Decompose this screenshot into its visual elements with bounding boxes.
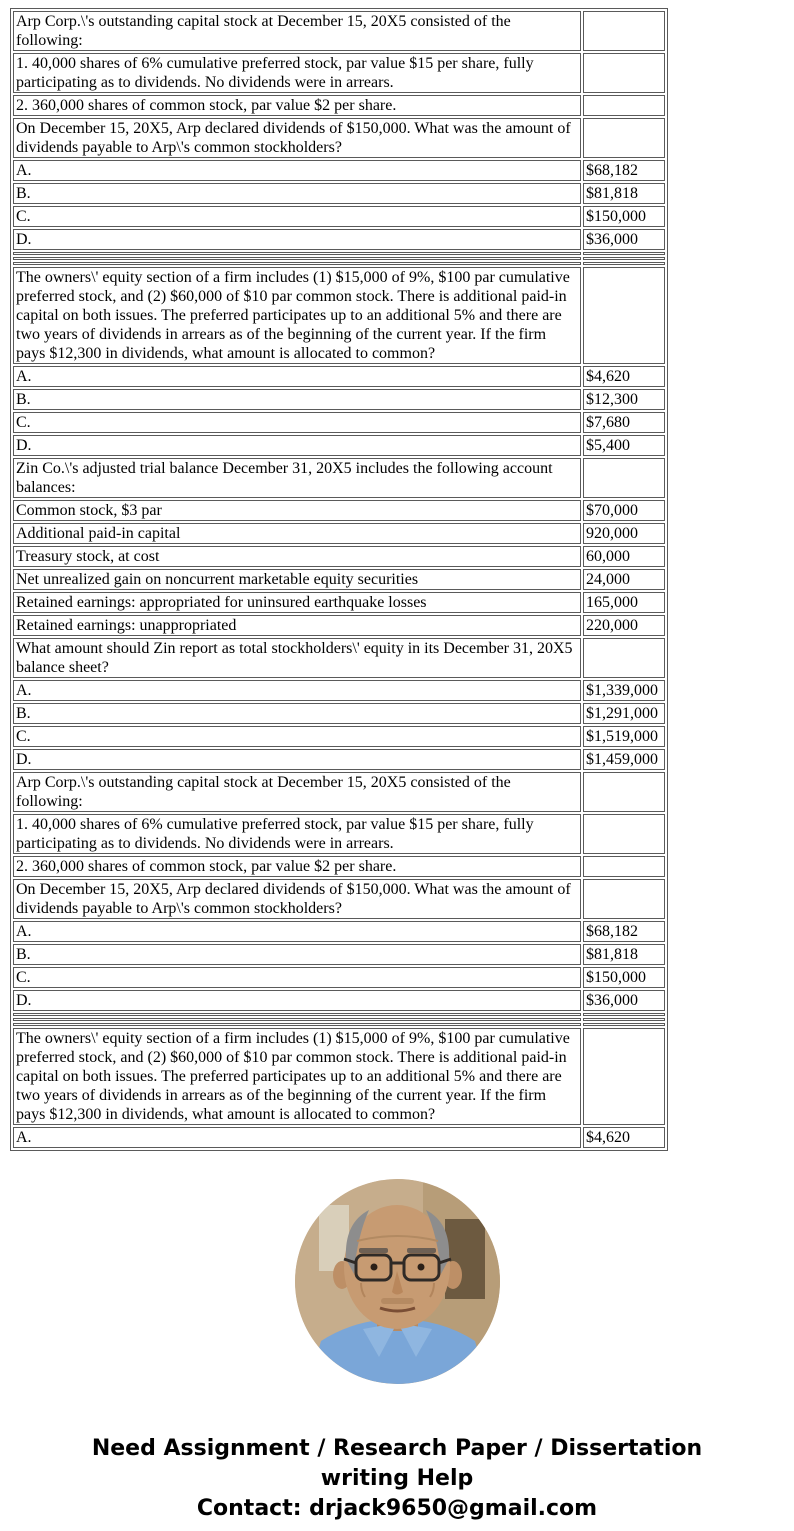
separator-row	[13, 1013, 665, 1016]
question-row	[13, 11, 665, 51]
questions-table-body	[13, 11, 665, 1148]
value-cell: 24,000	[583, 569, 665, 590]
question-row	[13, 500, 665, 521]
value-cell: 60,000	[583, 546, 665, 567]
separator-cell-left	[13, 262, 581, 265]
question-cell: D.	[13, 990, 581, 1011]
value-cell	[583, 638, 665, 678]
question-row	[13, 772, 665, 812]
value-cell	[583, 118, 665, 158]
promo-heading-line2: writing Help	[320, 1466, 474, 1491]
question-row	[13, 569, 665, 590]
value-cell: $150,000	[583, 206, 665, 227]
value-cell: $4,620	[583, 1127, 665, 1148]
separator-row	[13, 262, 665, 265]
question-row	[13, 53, 665, 93]
question-row	[13, 366, 665, 387]
question-cell: A.	[13, 680, 581, 701]
value-cell: $70,000	[583, 500, 665, 521]
value-cell: $7,680	[583, 412, 665, 433]
value-cell: $1,291,000	[583, 703, 665, 724]
questions-table	[10, 8, 668, 1151]
question-cell: What amount should Zin report as total stockholders\' equity in its December 31, 20X5 balance sheet?	[13, 638, 581, 678]
question-row	[13, 856, 665, 877]
question-cell: The owners\' equity section of a firm includes (1) $15,000 of 9%, $100 par cumulative preferred stock, and (2) $60,000 of $10 par common stock. There is additional paid-in capital on both issues. The preferred participates up to an additional 5% and there are two years of dividends in arrears as of the beginning of the current year. If the firm pays $12,300 in dividends, what amount is allocated to common?	[13, 267, 581, 364]
question-cell: A.	[13, 160, 581, 181]
question-row	[13, 944, 665, 965]
value-cell: 920,000	[583, 523, 665, 544]
question-row	[13, 267, 665, 364]
question-cell: C.	[13, 967, 581, 988]
separator-cell-right	[583, 1023, 665, 1026]
question-cell: C.	[13, 206, 581, 227]
separator-cell-left	[13, 257, 581, 260]
question-cell: 1. 40,000 shares of 6% cumulative preferred stock, par value $15 per share, fully participating as to dividends. No dividends were in arrears.	[13, 53, 581, 93]
question-row	[13, 458, 665, 498]
question-row	[13, 638, 665, 678]
question-cell: B.	[13, 389, 581, 410]
value-cell: $1,519,000	[583, 726, 665, 747]
question-cell: Treasury stock, at cost	[13, 546, 581, 567]
value-cell: $1,339,000	[583, 680, 665, 701]
separator-cell-right	[583, 1018, 665, 1021]
question-cell: 2. 360,000 shares of common stock, par value $2 per share.	[13, 856, 581, 877]
promo-text	[0, 1434, 794, 1524]
separator-row	[13, 257, 665, 260]
promo-contact: Contact: drjack9650@gmail.com	[196, 1496, 598, 1521]
separator-cell-left	[13, 1023, 581, 1026]
question-cell: Zin Co.\'s adjusted trial balance December 31, 20X5 includes the following account balances:	[13, 458, 581, 498]
separator-cell-left	[13, 1013, 581, 1016]
question-cell: 1. 40,000 shares of 6% cumulative preferred stock, par value $15 per share, fully participating as to dividends. No dividends were in arrears.	[13, 814, 581, 854]
question-row	[13, 389, 665, 410]
value-cell	[583, 879, 665, 919]
separator-cell-right	[583, 257, 665, 260]
question-row	[13, 703, 665, 724]
value-cell	[583, 856, 665, 877]
value-cell: $4,620	[583, 366, 665, 387]
value-cell	[583, 267, 665, 364]
separator-row	[13, 252, 665, 255]
value-cell	[583, 814, 665, 854]
question-cell: 2. 360,000 shares of common stock, par value $2 per share.	[13, 95, 581, 116]
separator-cell-right	[583, 262, 665, 265]
question-row	[13, 95, 665, 116]
question-cell: Common stock, $3 par	[13, 500, 581, 521]
separator-row	[13, 1018, 665, 1021]
question-row	[13, 206, 665, 227]
question-cell: C.	[13, 726, 581, 747]
separator-cell-left	[13, 252, 581, 255]
question-row	[13, 879, 665, 919]
question-row	[13, 412, 665, 433]
value-cell: $68,182	[583, 160, 665, 181]
value-cell	[583, 1028, 665, 1125]
question-cell: Arp Corp.\'s outstanding capital stock at December 15, 20X5 consisted of the following:	[13, 772, 581, 812]
question-row	[13, 435, 665, 456]
question-row	[13, 726, 665, 747]
question-cell: Arp Corp.\'s outstanding capital stock at December 15, 20X5 consisted of the following:	[13, 11, 581, 51]
question-row	[13, 615, 665, 636]
question-cell: B.	[13, 944, 581, 965]
question-row	[13, 546, 665, 567]
question-cell: On December 15, 20X5, Arp declared dividends of $150,000. What was the amount of dividends payable to Arp\'s common stockholders?	[13, 879, 581, 919]
value-cell: $36,000	[583, 229, 665, 250]
question-cell: A.	[13, 921, 581, 942]
question-row	[13, 921, 665, 942]
value-cell: $150,000	[583, 967, 665, 988]
question-cell: Additional paid-in capital	[13, 523, 581, 544]
question-cell: A.	[13, 1127, 581, 1148]
question-row	[13, 1127, 665, 1148]
man-portrait-icon	[295, 1179, 500, 1384]
question-cell: B.	[13, 183, 581, 204]
page	[0, 8, 794, 1531]
question-cell: D.	[13, 435, 581, 456]
question-row	[13, 967, 665, 988]
question-cell: On December 15, 20X5, Arp declared dividends of $150,000. What was the amount of dividends payable to Arp\'s common stockholders?	[13, 118, 581, 158]
value-cell: 220,000	[583, 615, 665, 636]
value-cell	[583, 458, 665, 498]
separator-cell-right	[583, 252, 665, 255]
value-cell: $1,459,000	[583, 749, 665, 770]
question-row	[13, 160, 665, 181]
profile-photo	[295, 1179, 500, 1384]
question-cell: Retained earnings: appropriated for uninsured earthquake losses	[13, 592, 581, 613]
question-row	[13, 118, 665, 158]
question-row	[13, 592, 665, 613]
value-cell	[583, 772, 665, 812]
question-cell: Retained earnings: unappropriated	[13, 615, 581, 636]
separator-cell-right	[583, 1013, 665, 1016]
question-cell: B.	[13, 703, 581, 724]
question-row	[13, 523, 665, 544]
value-cell	[583, 11, 665, 51]
question-cell: D.	[13, 749, 581, 770]
question-row	[13, 183, 665, 204]
value-cell: 165,000	[583, 592, 665, 613]
question-row	[13, 1028, 665, 1125]
separator-cell-left	[13, 1018, 581, 1021]
value-cell: $81,818	[583, 944, 665, 965]
value-cell	[583, 53, 665, 93]
value-cell	[583, 95, 665, 116]
value-cell: $5,400	[583, 435, 665, 456]
question-row	[13, 229, 665, 250]
question-cell: A.	[13, 366, 581, 387]
question-row	[13, 814, 665, 854]
question-row	[13, 680, 665, 701]
question-cell: Net unrealized gain on noncurrent marketable equity securities	[13, 569, 581, 590]
question-row	[13, 990, 665, 1011]
question-cell: The owners\' equity section of a firm includes (1) $15,000 of 9%, $100 par cumulative preferred stock, and (2) $60,000 of $10 par common stock. There is additional paid-in capital on both issues. The preferred participates up to an additional 5% and there are two years of dividends in arrears as of the beginning of the current year. If the firm pays $12,300 in dividends, what amount is allocated to common?	[13, 1028, 581, 1125]
value-cell: $36,000	[583, 990, 665, 1011]
promo-heading-line1: Need Assignment / Research Paper / Dissertation	[91, 1436, 703, 1461]
separator-row	[13, 1023, 665, 1026]
value-cell: $12,300	[583, 389, 665, 410]
question-cell: D.	[13, 229, 581, 250]
question-cell: C.	[13, 412, 581, 433]
value-cell: $68,182	[583, 921, 665, 942]
question-row	[13, 749, 665, 770]
value-cell: $81,818	[583, 183, 665, 204]
